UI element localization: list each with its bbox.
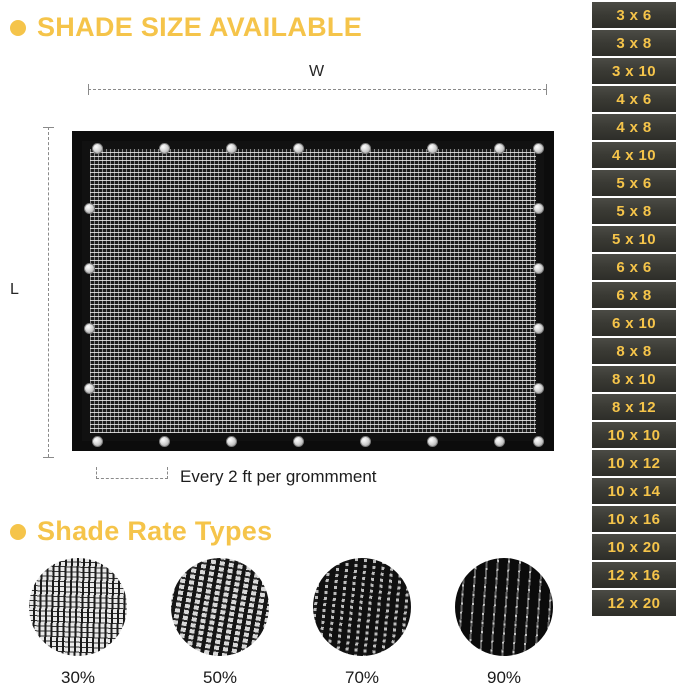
grommet bbox=[84, 203, 95, 214]
size-chip: 10 x 16 bbox=[592, 506, 676, 532]
size-chip: 6 x 10 bbox=[592, 310, 676, 336]
grommet bbox=[360, 436, 371, 447]
size-chip: 4 x 6 bbox=[592, 86, 676, 112]
grommet bbox=[84, 263, 95, 274]
size-chip: 12 x 20 bbox=[592, 590, 676, 616]
shade-rate-item bbox=[302, 558, 422, 688]
grommet bbox=[494, 436, 505, 447]
length-dimension-tick-top bbox=[43, 127, 54, 128]
grommet bbox=[533, 203, 544, 214]
width-dimension-tick-right bbox=[546, 84, 547, 95]
tarp-diagram bbox=[0, 55, 600, 505]
size-chip: 5 x 8 bbox=[592, 198, 676, 224]
shade-rate-item bbox=[18, 558, 138, 688]
grommet bbox=[226, 143, 237, 154]
bullet-dot-icon bbox=[10, 20, 26, 36]
grommet-spacing-note bbox=[96, 467, 377, 487]
size-chip: 10 x 12 bbox=[592, 450, 676, 476]
grommet bbox=[533, 323, 544, 334]
grommet bbox=[533, 436, 544, 447]
grommet bbox=[533, 143, 544, 154]
shade-rate-list bbox=[18, 558, 588, 688]
grommet bbox=[533, 383, 544, 394]
size-chip: 10 x 10 bbox=[592, 422, 676, 448]
shade-rate-swatch bbox=[29, 558, 127, 656]
shade-size-heading-text: SHADE SIZE AVAILABLE bbox=[37, 12, 363, 42]
grommet bbox=[293, 436, 304, 447]
grommet bbox=[92, 436, 103, 447]
size-chip: 3 x 8 bbox=[592, 30, 676, 56]
shade-rate-swatch bbox=[455, 558, 553, 656]
grommet bbox=[427, 143, 438, 154]
bullet-dot-icon bbox=[10, 524, 26, 540]
length-dimension-line bbox=[48, 127, 49, 457]
shade-rate-label: 50% bbox=[202, 668, 238, 687]
shade-size-heading bbox=[10, 12, 362, 43]
length-dimension-tick-bottom bbox=[43, 457, 54, 458]
size-chip: 5 x 6 bbox=[592, 170, 676, 196]
size-chip: 8 x 12 bbox=[592, 394, 676, 420]
shade-rate-heading bbox=[10, 516, 272, 547]
size-chip: 5 x 10 bbox=[592, 226, 676, 252]
size-chip: 6 x 8 bbox=[592, 282, 676, 308]
width-dimension-line bbox=[88, 89, 546, 90]
shade-rate-heading-text: Shade Rate Types bbox=[37, 516, 273, 546]
grommet bbox=[92, 143, 103, 154]
grommet bbox=[533, 263, 544, 274]
width-label: W bbox=[309, 63, 325, 80]
grommet bbox=[84, 323, 95, 334]
shade-rate-swatch bbox=[313, 558, 411, 656]
grommet bbox=[159, 436, 170, 447]
size-list bbox=[589, 0, 679, 698]
grommet bbox=[159, 143, 170, 154]
size-chip: 3 x 10 bbox=[592, 58, 676, 84]
size-chip: 4 x 10 bbox=[592, 142, 676, 168]
width-dimension-tick-left bbox=[88, 84, 89, 95]
grommet bbox=[84, 383, 95, 394]
grommet bbox=[360, 143, 371, 154]
size-chip: 6 x 6 bbox=[592, 254, 676, 280]
grommet bbox=[494, 143, 505, 154]
grommet bbox=[293, 143, 304, 154]
shade-rate-label: 70% bbox=[344, 668, 380, 687]
size-chip: 8 x 10 bbox=[592, 366, 676, 392]
size-chip: 4 x 8 bbox=[592, 114, 676, 140]
size-chip: 8 x 8 bbox=[592, 338, 676, 364]
size-chip: 12 x 16 bbox=[592, 562, 676, 588]
shade-rate-label: 30% bbox=[60, 668, 96, 687]
shade-rate-swatch bbox=[171, 558, 269, 656]
size-chip: 3 x 6 bbox=[592, 2, 676, 28]
grommet bbox=[226, 436, 237, 447]
tarp-mesh-texture bbox=[90, 149, 536, 433]
shade-tarp bbox=[72, 131, 554, 451]
spacing-bracket-icon bbox=[96, 467, 168, 479]
grommet-note-text: Every 2 ft per grommment bbox=[180, 467, 377, 486]
shade-rate-label: 90% bbox=[486, 668, 522, 687]
grommet bbox=[427, 436, 438, 447]
shade-rate-item bbox=[160, 558, 280, 688]
size-chip: 10 x 14 bbox=[592, 478, 676, 504]
length-label: L bbox=[10, 281, 19, 298]
size-chip: 10 x 20 bbox=[592, 534, 676, 560]
shade-rate-item bbox=[444, 558, 564, 688]
